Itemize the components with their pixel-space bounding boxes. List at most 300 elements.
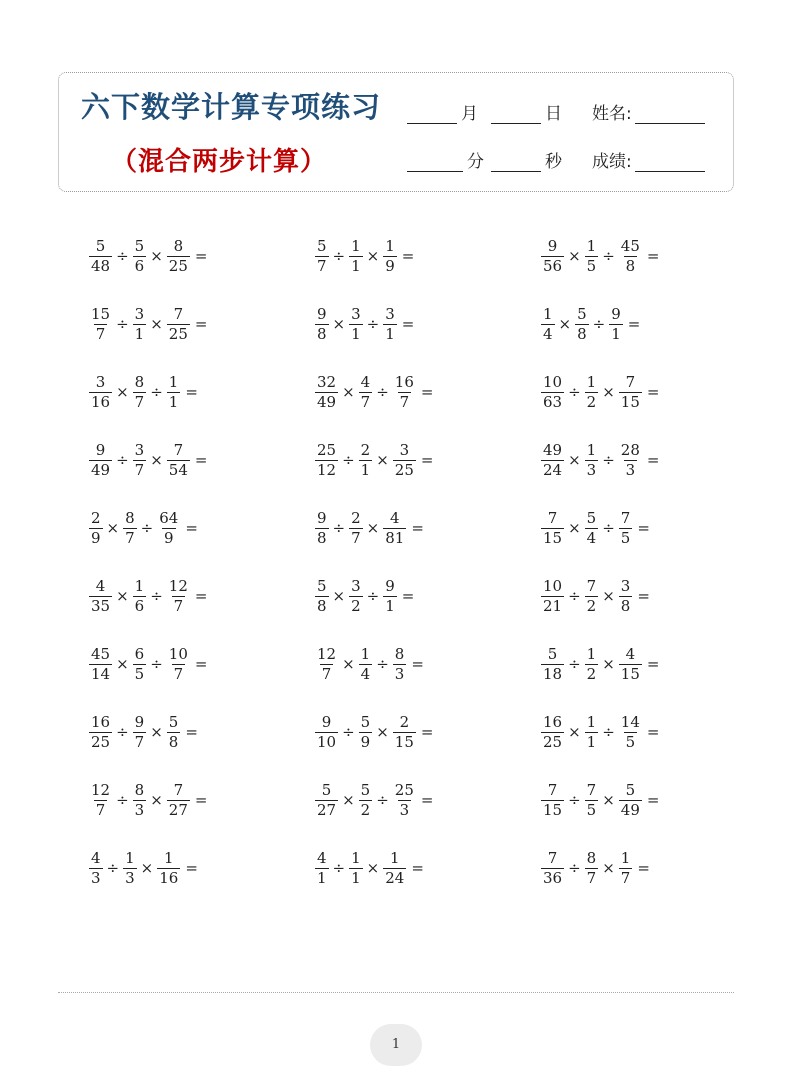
divide-operator: ÷ <box>568 859 581 877</box>
second-blank[interactable] <box>491 153 541 172</box>
fraction <box>585 782 599 819</box>
multiply-operator: × <box>116 383 129 401</box>
fraction <box>123 510 137 547</box>
problem-item <box>88 572 314 620</box>
problem-item <box>540 640 728 688</box>
day-blank[interactable] <box>491 105 541 124</box>
numerator: 12 <box>168 576 188 595</box>
multiply-operator: × <box>602 655 615 673</box>
equals-sign: = <box>194 587 208 605</box>
numerator: 28 <box>620 440 640 459</box>
equals-sign: = <box>420 383 434 401</box>
numerator: 25 <box>394 780 414 799</box>
denominator: 25 <box>394 460 414 479</box>
fraction <box>123 850 137 887</box>
fraction <box>133 782 147 819</box>
fraction <box>383 510 406 547</box>
minute-field <box>407 147 484 172</box>
numerator: 3 <box>351 304 361 323</box>
numerator: 1 <box>586 440 597 459</box>
numerator: 5 <box>95 236 106 255</box>
fraction <box>157 510 180 547</box>
denominator: 1 <box>351 256 361 275</box>
equals-sign: = <box>194 247 208 265</box>
divide-operator: ÷ <box>140 519 154 537</box>
numerator: 7 <box>625 372 636 391</box>
numerator: 8 <box>134 372 145 391</box>
denominator: 9 <box>360 732 371 751</box>
denominator: 3 <box>586 460 597 479</box>
denominator: 8 <box>317 528 327 547</box>
numerator: 25 <box>317 440 337 459</box>
fraction <box>349 306 363 343</box>
multiply-operator: × <box>342 655 355 673</box>
divide-operator: ÷ <box>592 315 606 333</box>
numerator: 8 <box>134 780 145 799</box>
problem-item <box>314 640 540 688</box>
problem-item <box>88 368 314 416</box>
fraction <box>349 578 363 615</box>
problem-item <box>314 232 540 280</box>
fraction <box>167 238 190 275</box>
fraction <box>585 714 599 751</box>
fraction <box>359 374 373 411</box>
fraction <box>541 442 564 479</box>
denominator: 5 <box>620 528 631 547</box>
denominator: 2 <box>351 596 361 615</box>
numerator: 1 <box>586 644 597 663</box>
fraction <box>585 442 599 479</box>
fraction <box>315 782 338 819</box>
denominator: 9 <box>91 528 101 547</box>
fraction <box>619 442 642 479</box>
problem-item <box>88 300 314 348</box>
fraction <box>157 850 180 887</box>
multiply-operator: × <box>366 859 380 877</box>
score-blank[interactable] <box>635 153 705 172</box>
numerator: 3 <box>620 576 631 595</box>
denominator: 7 <box>134 460 145 479</box>
numerator: 12 <box>91 780 111 799</box>
denominator: 3 <box>625 460 636 479</box>
denominator: 63 <box>543 392 563 411</box>
numerator: 12 <box>317 644 337 663</box>
denominator: 7 <box>173 596 184 615</box>
fraction <box>359 646 373 683</box>
denominator: 1 <box>385 324 395 343</box>
numerator: 2 <box>399 712 410 731</box>
page-number: 1 <box>370 1024 422 1066</box>
numerator: 45 <box>620 236 640 255</box>
denominator: 9 <box>385 256 395 275</box>
numerator: 1 <box>351 848 361 867</box>
fraction <box>133 238 147 275</box>
denominator: 54 <box>168 460 188 479</box>
equals-sign: = <box>637 519 650 537</box>
problem-item <box>314 776 540 824</box>
fraction <box>541 714 564 751</box>
numerator: 1 <box>125 848 135 867</box>
equals-sign: = <box>646 383 660 401</box>
numerator: 4 <box>625 644 636 663</box>
denominator: 25 <box>168 324 188 343</box>
numerator: 9 <box>547 236 558 255</box>
denominator: 6 <box>134 596 145 615</box>
denominator: 7 <box>399 392 410 411</box>
divide-operator: ÷ <box>376 383 389 401</box>
equals-sign: = <box>401 247 415 265</box>
equals-sign: = <box>401 587 415 605</box>
equals-sign: = <box>194 315 208 333</box>
equals-sign: = <box>185 383 198 401</box>
fraction <box>133 578 147 615</box>
denominator: 3 <box>125 868 135 887</box>
fraction <box>575 306 589 343</box>
multiply-operator: × <box>568 519 581 537</box>
fraction <box>315 374 338 411</box>
denominator: 35 <box>91 596 111 615</box>
denominator: 3 <box>91 868 101 887</box>
numerator: 45 <box>91 644 111 663</box>
divide-operator: ÷ <box>376 791 389 809</box>
numerator: 8 <box>586 848 597 867</box>
denominator: 7 <box>125 528 135 547</box>
denominator: 7 <box>360 392 371 411</box>
problem-item <box>540 708 728 756</box>
numerator: 9 <box>321 712 332 731</box>
page-title: 六下数学计算专项练习 <box>81 90 382 124</box>
equals-sign: = <box>637 859 650 877</box>
numerator: 9 <box>317 508 327 527</box>
numerator: 7 <box>173 304 184 323</box>
name-blank[interactable] <box>635 105 705 124</box>
fraction <box>167 306 190 343</box>
denominator: 7 <box>321 664 332 683</box>
denominator: 25 <box>168 256 188 275</box>
fraction <box>89 238 112 275</box>
fraction <box>89 850 103 887</box>
multiply-operator: × <box>568 723 581 741</box>
multiply-operator: × <box>568 247 581 265</box>
equals-sign: = <box>420 451 434 469</box>
equals-sign: = <box>646 791 660 809</box>
denominator: 1 <box>351 868 361 887</box>
denominator: 15 <box>394 732 414 751</box>
numerator: 5 <box>168 712 179 731</box>
divide-operator: ÷ <box>332 519 346 537</box>
numerator: 3 <box>351 576 361 595</box>
fraction <box>383 238 397 275</box>
divide-operator: ÷ <box>150 655 163 673</box>
denominator: 9 <box>164 528 174 547</box>
denominator: 8 <box>168 732 179 751</box>
denominator: 25 <box>543 732 563 751</box>
fraction <box>133 646 147 683</box>
equals-sign: = <box>420 723 434 741</box>
equals-sign: = <box>646 655 660 673</box>
minute-blank[interactable] <box>407 153 463 172</box>
denominator: 2 <box>586 664 597 683</box>
denominator: 56 <box>543 256 563 275</box>
equals-sign: = <box>646 451 660 469</box>
fraction <box>541 782 564 819</box>
numerator: 1 <box>586 236 597 255</box>
multiply-operator: × <box>116 655 129 673</box>
divide-operator: ÷ <box>342 451 355 469</box>
name-field <box>592 99 709 124</box>
denominator: 5 <box>586 256 597 275</box>
fraction <box>315 646 338 683</box>
problem-item <box>88 640 314 688</box>
denominator: 15 <box>543 800 563 819</box>
numerator: 4 <box>91 848 101 867</box>
problem-item <box>540 572 728 620</box>
fraction <box>167 646 190 683</box>
equals-sign: = <box>194 791 208 809</box>
denominator: 2 <box>586 392 597 411</box>
denominator: 27 <box>168 800 188 819</box>
numerator: 1 <box>168 372 179 391</box>
fraction <box>541 238 564 275</box>
month-field <box>407 99 478 124</box>
denominator: 4 <box>360 664 371 683</box>
fraction <box>393 374 416 411</box>
multiply-operator: × <box>602 859 615 877</box>
denominator: 5 <box>625 732 636 751</box>
problem-item <box>88 504 314 552</box>
fraction <box>167 578 190 615</box>
fraction <box>89 510 103 547</box>
denominator: 27 <box>317 800 337 819</box>
problem-item <box>314 844 540 892</box>
denominator: 1 <box>317 868 327 887</box>
fraction <box>349 510 363 547</box>
denominator: 2 <box>586 596 597 615</box>
numerator: 7 <box>547 848 558 867</box>
numerator: 32 <box>317 372 337 391</box>
problem-grid <box>88 232 728 912</box>
equals-sign: = <box>646 723 660 741</box>
fraction <box>585 510 599 547</box>
denominator: 3 <box>394 664 405 683</box>
multiply-operator: × <box>150 791 163 809</box>
fraction <box>541 374 564 411</box>
fraction <box>393 646 407 683</box>
numerator: 5 <box>134 236 145 255</box>
numerator: 7 <box>586 576 597 595</box>
numerator: 3 <box>134 304 145 323</box>
fraction <box>585 238 599 275</box>
denominator: 7 <box>620 868 631 887</box>
problem-item <box>314 368 540 416</box>
fraction <box>585 850 599 887</box>
denominator: 8 <box>620 596 631 615</box>
numerator: 5 <box>317 576 327 595</box>
numerator: 2 <box>360 440 371 459</box>
numerator: 3 <box>385 304 395 323</box>
fraction <box>167 374 181 411</box>
fraction <box>89 374 112 411</box>
denominator: 14 <box>91 664 111 683</box>
numerator: 16 <box>543 712 563 731</box>
problem-item <box>540 232 728 280</box>
denominator: 7 <box>173 664 184 683</box>
fraction <box>349 850 363 887</box>
numerator: 9 <box>134 712 145 731</box>
numerator: 1 <box>385 236 395 255</box>
numerator: 64 <box>159 508 179 527</box>
denominator: 3 <box>134 800 145 819</box>
denominator: 81 <box>385 528 405 547</box>
footer-divider <box>58 992 734 993</box>
denominator: 15 <box>620 664 640 683</box>
fraction <box>133 374 147 411</box>
equals-sign: = <box>185 723 198 741</box>
divide-operator: ÷ <box>116 315 129 333</box>
numerator: 1 <box>390 848 400 867</box>
numerator: 10 <box>168 644 188 663</box>
equals-sign: = <box>401 315 415 333</box>
multiply-operator: × <box>150 247 163 265</box>
multiply-operator: × <box>376 723 389 741</box>
month-label: 月 <box>461 104 478 124</box>
denominator: 8 <box>625 256 636 275</box>
denominator: 12 <box>317 460 337 479</box>
fraction <box>359 442 373 479</box>
fraction <box>541 578 564 615</box>
multiply-operator: × <box>366 519 380 537</box>
fraction <box>315 442 338 479</box>
numerator: 14 <box>620 712 640 731</box>
numerator: 16 <box>91 712 111 731</box>
fraction <box>133 442 147 479</box>
numerator: 5 <box>586 508 597 527</box>
problem-item <box>314 436 540 484</box>
day-label: 日 <box>545 104 562 124</box>
fraction <box>359 782 373 819</box>
multiply-operator: × <box>568 451 581 469</box>
divide-operator: ÷ <box>602 247 615 265</box>
multiply-operator: × <box>342 791 355 809</box>
fraction <box>541 646 564 683</box>
numerator: 8 <box>173 236 184 255</box>
numerator: 9 <box>385 576 395 595</box>
problem-item <box>314 572 540 620</box>
equals-sign: = <box>420 791 434 809</box>
numerator: 7 <box>547 780 558 799</box>
denominator: 2 <box>360 800 371 819</box>
numerator: 1 <box>164 848 174 867</box>
fraction <box>315 714 338 751</box>
denominator: 3 <box>399 800 410 819</box>
day-field <box>491 99 562 124</box>
denominator: 1 <box>611 324 621 343</box>
multiply-operator: × <box>150 315 163 333</box>
multiply-operator: × <box>116 587 129 605</box>
multiply-operator: × <box>376 451 389 469</box>
divide-operator: ÷ <box>366 315 380 333</box>
numerator: 3 <box>95 372 106 391</box>
numerator: 4 <box>360 372 371 391</box>
equals-sign: = <box>411 859 424 877</box>
problem-item <box>540 776 728 824</box>
multiply-operator: × <box>106 519 120 537</box>
equals-sign: = <box>646 247 660 265</box>
numerator: 2 <box>351 508 361 527</box>
problem-item <box>314 504 540 552</box>
numerator: 16 <box>394 372 414 391</box>
month-blank[interactable] <box>407 105 457 124</box>
divide-operator: ÷ <box>342 723 355 741</box>
problem-item <box>540 368 728 416</box>
divide-operator: ÷ <box>602 723 615 741</box>
fraction <box>359 714 373 751</box>
numerator: 7 <box>173 440 184 459</box>
denominator: 1 <box>360 460 371 479</box>
numerator: 7 <box>547 508 558 527</box>
denominator: 15 <box>620 392 640 411</box>
divide-operator: ÷ <box>376 655 389 673</box>
equals-sign: = <box>185 519 198 537</box>
divide-operator: ÷ <box>568 587 581 605</box>
numerator: 1 <box>351 236 361 255</box>
fraction <box>315 578 329 615</box>
problem-item <box>540 504 728 552</box>
fraction <box>383 578 397 615</box>
divide-operator: ÷ <box>602 451 615 469</box>
problem-item <box>540 300 728 348</box>
numerator: 3 <box>134 440 145 459</box>
fraction <box>89 714 112 751</box>
divide-operator: ÷ <box>116 791 129 809</box>
denominator: 15 <box>543 528 563 547</box>
second-label: 秒 <box>545 152 562 172</box>
denominator: 49 <box>620 800 640 819</box>
fraction <box>349 238 363 275</box>
fraction <box>167 714 181 751</box>
numerator: 1 <box>543 304 553 323</box>
denominator: 25 <box>91 732 111 751</box>
denominator: 48 <box>91 256 111 275</box>
numerator: 5 <box>547 644 558 663</box>
numerator: 5 <box>577 304 587 323</box>
divide-operator: ÷ <box>602 519 615 537</box>
equals-sign: = <box>627 315 641 333</box>
denominator: 6 <box>134 256 145 275</box>
denominator: 21 <box>543 596 563 615</box>
denominator: 7 <box>95 324 106 343</box>
fraction <box>167 782 190 819</box>
score-label: 成绩: <box>592 152 632 172</box>
fraction <box>133 306 147 343</box>
fraction <box>89 578 112 615</box>
multiply-operator: × <box>558 315 572 333</box>
divide-operator: ÷ <box>116 723 129 741</box>
denominator: 1 <box>351 324 361 343</box>
fraction <box>393 782 416 819</box>
fraction <box>541 850 564 887</box>
fraction <box>89 306 112 343</box>
numerator: 3 <box>399 440 410 459</box>
fraction <box>619 578 633 615</box>
numerator: 1 <box>586 712 597 731</box>
numerator: 8 <box>394 644 405 663</box>
fraction <box>619 782 642 819</box>
multiply-operator: × <box>366 247 380 265</box>
multiply-operator: × <box>332 315 346 333</box>
denominator: 49 <box>91 460 111 479</box>
denominator: 7 <box>134 732 145 751</box>
